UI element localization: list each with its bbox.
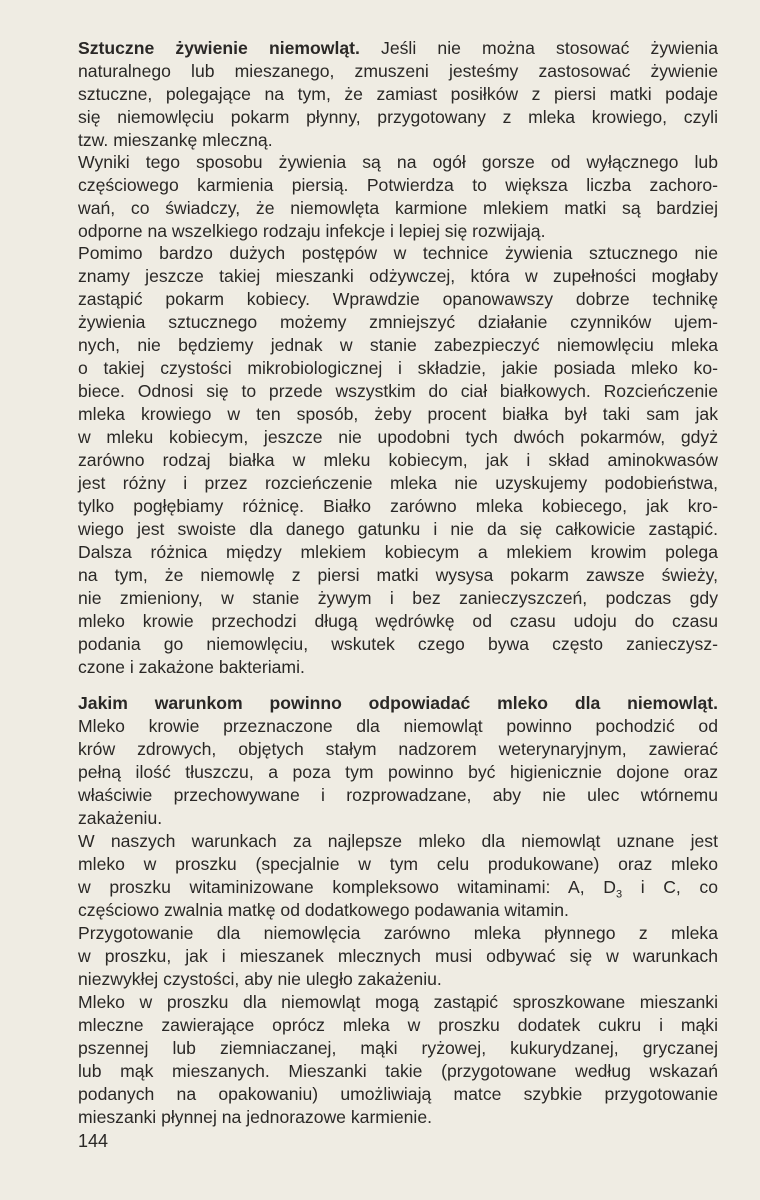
text-line: tzw. mieszankę mleczną. <box>78 130 273 150</box>
text-line: Mleko krowie przeznaczone dla niemowląt powinno pochodzić od <box>78 716 718 736</box>
text-line: częściowego karmienia piersią. Potwierdza to większa liczba zachoro- <box>78 175 718 195</box>
text-line: mieszanki płynnej na jednorazowe karmienie. <box>78 1107 433 1127</box>
text-line: zakażeniu. <box>78 808 163 828</box>
text-line: o takiej czystości mikrobiologicznej i składzie, jakie posiada mleko ko- <box>78 358 718 378</box>
text-line: podania go niemowlęciu, wskutek czego bywa często zanieczysz- <box>78 634 718 654</box>
text-line: czone i zakażone bakteriami. <box>78 657 305 677</box>
section-heading-milk-requirements: Jakim warunkom powinno odpowiadać mleko dla niemowląt. <box>78 693 718 713</box>
text-line: niezwykłej czystości, aby nie uległo zakażeniu. <box>78 969 442 989</box>
text-line: Pomimo bardzo dużych postępów w technice żywienia sztucznego nie <box>78 243 718 263</box>
text-line: mleczne zawierające oprócz mleka w proszku dodatek cukru i mąki <box>78 1015 718 1035</box>
text-line: sztuczne, polegające na tym, że zamiast posiłków z piersi matki podaje <box>78 84 718 104</box>
text-line: Mleko w proszku dla niemowląt mogą zastąpić sproszkowane mieszanki <box>78 992 718 1012</box>
text-line: wań, co świadczy, że niemowlęta karmione mlekiem matki są bardziej <box>78 198 718 218</box>
text-line: mleko w proszku (specjalnie w tym celu produkowane) oraz mleko <box>78 854 718 874</box>
text-line: nie zmieniony, w stanie żywym i bez zanieczyszczeń, podczas gdy <box>78 588 718 608</box>
text-line: Dalsza różnica między mlekiem kobiecym a mlekiem krowim polega <box>78 542 718 562</box>
page-number: 144 <box>78 1131 109 1151</box>
text-line: znamy jeszcze takiej mieszanki odżywczej, która w zupełności mogłaby <box>78 266 718 286</box>
text-line: częściowo zwalnia matkę od dodatkowego podawania witamin. <box>78 900 569 920</box>
subscript-3: 3 <box>615 888 623 901</box>
text-line: zarówno rodzaj białka w mleku kobiecym, jak i skład aminokwasów <box>78 450 718 470</box>
text-line: w proszku, jak i mieszanek mlecznych musi odbywać się w warunkach <box>78 946 718 966</box>
text-line: Wyniki tego sposobu żywienia są na ogół gorsze od wyłącznego lub <box>78 152 718 172</box>
text-line: jest różny i przez rozcieńczenie mleka nie uzyskujemy podobieństwa, <box>78 473 718 493</box>
text-line: biece. Odnosi się to przede wszystkim do ciał białkowych. Rozcieńczenie <box>78 381 718 401</box>
text-line: wiego jest swoiste dla danego gatunku i nie da się całkowicie zastąpić. <box>78 519 718 539</box>
section-heading-artificial-feeding: Sztuczne żywienie niemowląt. <box>78 38 360 58</box>
text-line: pełną ilość tłuszczu, a poza tym powinno być higienicznie dojone oraz <box>78 762 718 782</box>
text-line: w mleku kobiecym, jeszcze nie upodobni tych dwóch pokarmów, gdyż <box>78 427 718 447</box>
text-line: odporne na wszelkiego rodzaju infekcje i lepiej się rozwijają. <box>78 221 546 241</box>
text-line: na tym, że niemowlę z piersi matki wysysa pokarm zawsze świeży, <box>78 565 718 585</box>
text-line: krów zdrowych, objętych stałym nadzorem weterynaryjnym, zawierać <box>78 739 718 759</box>
text-line: zastąpić pokarm kobiecy. Wprawdzie opanowawszy dobrze technikę <box>78 289 718 309</box>
text-line: lub mąk mieszanych. Mieszanki takie (przygotowane według wskazań <box>78 1061 718 1081</box>
text-line: żywienia sztucznego możemy zmniejszyć działanie czynników ujem- <box>78 312 718 332</box>
text-line: nych, nie będziemy jednak w stanie zabezpieczyć niemowlęciu mleka <box>78 335 718 355</box>
text-line: tylko pogłębiamy różnicę. Białko zarówno mleka kobiecego, jak kro- <box>78 496 718 516</box>
text-line: się niemowlęciu pokarm płynny, przygotowany z mleka krowiego, czyli <box>78 107 718 127</box>
text-line: naturalnego lub mieszanego, zmuszeni jesteśmy zastosować żywienie <box>78 61 718 81</box>
text-line: Przygotowanie dla niemowlęcia zarówno mleka płynnego z mleka <box>78 923 718 943</box>
text-line: mleko krowie przechodzi długą wędrówkę od czasu udoju do czasu <box>78 611 718 631</box>
text-line: pszennej lub ziemniaczanej, mąki ryżowej, kukurydzanej, gryczanej <box>78 1038 718 1058</box>
text-line: właściwie przechowywane i rozprowadzane, aby nie ulec wtórnemu <box>78 785 718 805</box>
text-line: mleka krowiego w ten sposób, żeby procent białka był taki sam jak <box>78 404 718 424</box>
text-line: W naszych warunkach za najlepsze mleko dla niemowląt uznane jest <box>78 831 718 851</box>
text-line <box>78 693 718 715</box>
text-line: Sztuczne żywienie niemowląt. Jeśli nie można stosować żywienia <box>78 38 719 58</box>
text-line: podanych na opakowaniu) umożliwiają matce szybkie przygotowanie <box>78 1084 718 1104</box>
text-line: w proszku witaminizowane kompleksowo witaminami: A, $D_3$ i C, co <box>78 877 718 901</box>
